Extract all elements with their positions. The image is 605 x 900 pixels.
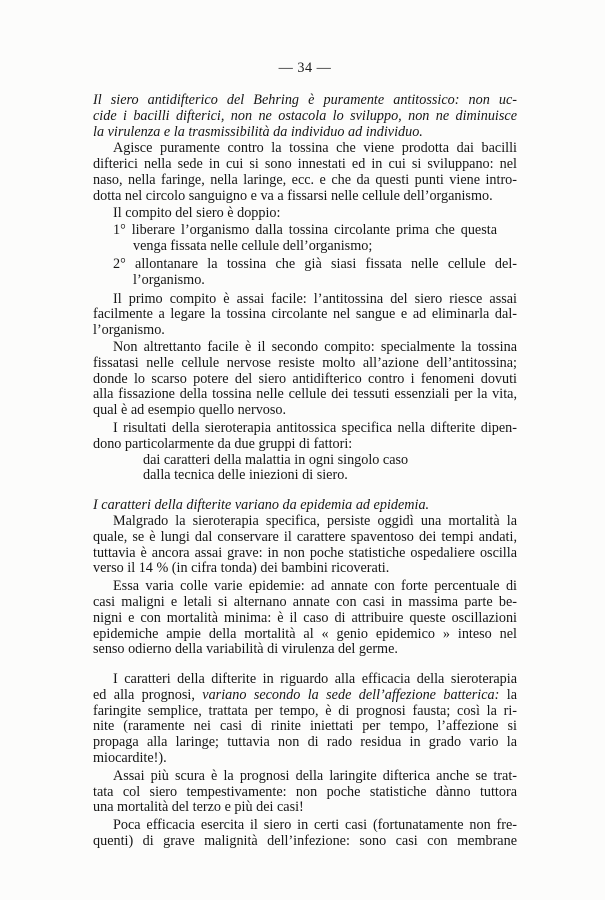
text-line: nigni e con mortalità minima: è il caso di attribuire queste oscillazioni <box>93 609 517 626</box>
text-line: Malgrado la sieroterapia specifica, persiste oggidì una mortalità la <box>113 512 517 529</box>
text-line: casi maligni e letali si alternano annate con casi in massima parte be- <box>93 593 517 610</box>
text-line: l’organismo. <box>93 322 165 339</box>
italic-paragraph <box>93 93 517 140</box>
text-line: Essa varia colle varie epidemie: ad annate con forte percentuale di <box>113 578 517 595</box>
text-line: faringite semplice, trattata per tempo, è di prognosi fausta; così la ri- <box>93 702 517 719</box>
text-line: quenti) di grave malignità dell’infezione: sono casi con membrane <box>93 833 517 850</box>
paragraph <box>93 340 517 419</box>
text-segment: la <box>499 686 517 703</box>
list-item: dai caratteri della malattia in ogni singolo caso <box>143 451 409 468</box>
text-line: 1° liberare l’organismo dalla tossina circolante prima che questa <box>113 222 497 239</box>
text-line: donde lo scarso potere del siero antidifterico contro i fenomeni dovuti <box>93 370 517 387</box>
factor-list <box>93 453 517 485</box>
list-item <box>93 257 517 289</box>
text-line: difterici nella sede in cui si sono innestati ed in cui si sviluppano: nel <box>93 156 517 173</box>
text-line: una mortalità del terzo e più dei casi! <box>93 799 304 816</box>
paragraph <box>93 141 517 204</box>
text-line: dotta nel circolo sanguigno e va a fissarsi nelle cellule dell’organismo. <box>93 187 493 204</box>
page-number: — 34 — <box>278 60 332 76</box>
text-line: I caratteri della difterite variano da epidemia ad epidemia. <box>93 497 430 514</box>
text-line: senso odierno della variabilità di virulenza del germe. <box>93 641 398 658</box>
text-line: fissatasi nelle cellule nervose resiste molto all’azione dell’antitossina; <box>93 354 517 371</box>
text-line: la virulenza e la trasmissibilità da individuo ad individuo. <box>93 123 423 140</box>
text-line: alla fissazione della tossina nelle cellule dei tessuti essenziali per la vita, <box>93 386 517 403</box>
text-line <box>93 688 517 704</box>
text-line: propaga alla laringe; tuttavia non di rado residua in grado vario la <box>93 734 517 751</box>
list-item: dalla tecnica delle iniezioni di siero. <box>143 467 348 484</box>
text-line: Agisce puramente contro la tossina che viene prodotta dai bacilli <box>113 140 517 157</box>
italic-emphasis: variano secondo la sede dell’affezione batterica: <box>202 686 500 703</box>
text-line: l’organismo. <box>133 271 205 288</box>
text-line: Assai più scura è la prognosi della laringite difterica anche se trat- <box>113 767 517 784</box>
paragraph <box>93 206 517 222</box>
section-heading <box>93 498 517 514</box>
text-line: venga fissata nelle cellule dell’organismo; <box>133 238 373 255</box>
text-line: facilmente a legare la tossina circolante nel sangue e ad eliminarla dal- <box>93 306 517 323</box>
text-line: tuttavia è ancora assai grave: in non poche statistiche ospedaliere oscilla <box>93 544 517 561</box>
text-segment: ed alla prognosi, <box>93 686 203 703</box>
text-column <box>93 93 517 850</box>
text-line: 2° allontanare la tossina che già siasi fissata nelle cellule del- <box>113 255 517 272</box>
paragraph <box>93 769 517 816</box>
text-line: quale, se è lungi dal conservare il carattere spaventoso dei tempi andati, <box>93 528 517 545</box>
paragraph <box>93 514 517 577</box>
paragraph <box>93 672 517 767</box>
text-line: cide i bacilli difterici, non ne ostacola lo sviluppo, non ne diminuisce <box>93 107 517 124</box>
text-line: verso il 14 % (in cifra tonda) dei bambini ricoverati. <box>93 560 390 577</box>
text-line: epidemiche ampie della mortalità al « genio epidemico » inteso nel <box>93 625 517 642</box>
text-line: dono particolarmente da due gruppi di fattori: <box>93 435 353 452</box>
text-line: nite (raramente nei casi di rinite iniettati per tempo, l’affezione si <box>93 718 517 735</box>
text-line: qual è ad esempio quello nervoso. <box>93 402 287 419</box>
text-line: naso, nella faringe, nella laringe, ecc. e che da questi punti viene intro- <box>93 171 517 188</box>
paragraph <box>93 818 517 850</box>
paragraph <box>93 292 517 339</box>
text-line: Poca efficacia esercita il siero in certi casi (fortunatamente non fre- <box>113 817 517 834</box>
paragraph <box>93 579 517 658</box>
text-line: Il compito del siero è doppio: <box>113 204 281 221</box>
text-line: Non altrettanto facile è il secondo compito: specialmente la tossina <box>113 338 517 355</box>
list-item <box>93 223 517 255</box>
text-line: tata col siero tempestivamente: non poche statistiche dànno tuttora <box>93 783 517 800</box>
text-line: I caratteri della difterite in riguardo alla efficacia della sieroterapia <box>113 671 517 688</box>
paragraph <box>93 421 517 453</box>
text-line: miocardite!). <box>93 750 167 767</box>
text-line: Il primo compito è assai facile: l’antitossina del siero riesce assai <box>113 290 517 307</box>
text-line: I risultati della sieroterapia antitossica specifica nella difterite dipen- <box>113 419 517 436</box>
text-line: Il siero antidifterico del Behring è puramente antitossico: non uc- <box>93 92 517 108</box>
